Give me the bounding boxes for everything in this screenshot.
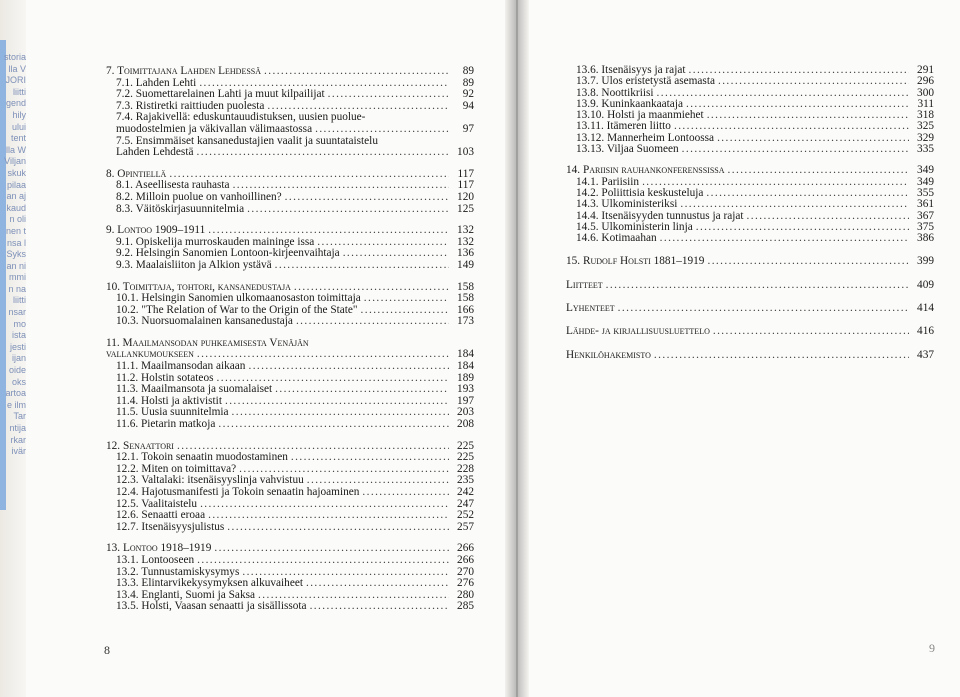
entry-label: Liitteet	[566, 278, 603, 291]
entry-page-number: 300	[917, 86, 934, 99]
entry-label: 7.3. Ristiretki raittiuden puolesta	[116, 99, 265, 112]
entry-page-number: 103	[457, 146, 474, 159]
entry-page-number: 120	[457, 190, 474, 203]
bleed-fragment: jesti	[9, 341, 26, 352]
entry-page-number: 94	[462, 99, 474, 112]
entry-label: 11.4. Holsti ja aktivistit	[116, 394, 222, 407]
entry-label: 12.3. Valtalaki: itsenäisyyslinja vahvistuu	[116, 474, 304, 487]
entry-page-number: 414	[917, 302, 934, 315]
entry-page-number: 318	[917, 109, 934, 122]
entry-page-number: 266	[457, 553, 474, 566]
toc-subentry	[106, 419, 474, 431]
entry-label: 11.3. Maailmansota ja suomalaiset	[116, 383, 273, 396]
entry-page-number: 270	[457, 565, 474, 578]
bleed-fragment: tent	[10, 133, 26, 144]
entry-label: 11.6. Pietarin matkoja	[116, 418, 216, 431]
dot-leader	[654, 350, 909, 361]
dot-leader	[686, 99, 909, 110]
toc-subentry	[106, 293, 474, 305]
bleed-fragment: pilaa	[6, 179, 26, 190]
section-gap	[566, 291, 934, 303]
entry-label: 15. Rudolf Holsti 1881–1919	[566, 255, 705, 268]
entry-page-number: 92	[462, 88, 474, 101]
right-page-number: 9	[929, 641, 935, 655]
entry-label: Lyhenteet	[566, 302, 615, 315]
entry-page-number: 285	[457, 600, 474, 613]
dot-leader	[208, 510, 449, 522]
entry-label: 8.2. Milloin puolue on vanhoillinen?	[116, 190, 282, 203]
entry-page-number: 325	[917, 120, 934, 133]
dot-leader	[713, 326, 909, 337]
bleed-fragment: n oli	[9, 214, 26, 225]
dot-leader	[343, 248, 449, 260]
toc-subentry	[106, 361, 474, 373]
bleed-fragment: lla V	[8, 63, 26, 74]
bleed-fragment: oks	[11, 376, 26, 387]
dot-leader	[214, 543, 449, 555]
bleed-fragment: lla W	[6, 144, 26, 155]
bleed-fragment: hily	[12, 109, 26, 120]
bleed-fragment: nsar	[8, 307, 26, 318]
dot-leader	[606, 280, 909, 291]
entry-page-number: 184	[457, 360, 474, 373]
entry-label: 10.2. "The Relation of War to the Origin of the State"	[116, 303, 358, 316]
entry-label: 7. Toimittajana Lahden Lehdessä	[106, 65, 262, 77]
entry-label: 12.2. Miten on toimittava?	[116, 462, 237, 475]
entry-page-number: 166	[457, 303, 474, 316]
entry-page-number: 189	[457, 371, 474, 384]
toc-subentry	[566, 76, 934, 87]
toc-subentry	[106, 124, 474, 136]
entry-page-number: 329	[917, 131, 934, 144]
entry-page-number: 228	[457, 462, 474, 475]
dot-leader	[232, 407, 449, 419]
entry-page-number: 117	[457, 167, 474, 180]
entry-page-number: 225	[457, 439, 474, 452]
toc-chapter-entry	[566, 165, 934, 176]
entry-label: 13.8. Noottikriisi	[576, 86, 654, 99]
entry-page-number: 252	[457, 509, 474, 522]
dot-leader	[225, 396, 449, 408]
bleed-fragment: an ni	[6, 260, 26, 271]
bleed-fragment: mo	[13, 318, 26, 329]
entry-label: 13.12. Mannerheim Lontoossa	[576, 131, 715, 144]
dot-leader	[275, 384, 449, 396]
bleed-fragment: e ilm	[6, 399, 26, 410]
entry-label: 14.5. Ulkoministerin linja	[576, 220, 693, 233]
toc-subentry	[106, 487, 474, 499]
dot-leader	[718, 76, 909, 87]
right-page-toc	[566, 65, 934, 361]
entry-label: 14.6. Kotimaahan	[576, 232, 657, 245]
dot-leader	[707, 110, 909, 121]
dot-leader	[362, 487, 449, 499]
entry-label: 10. Toimittaja, tohtori, kansanedustaja	[106, 280, 291, 293]
entry-page-number: 355	[917, 186, 934, 199]
bleed-fragment: ijan	[11, 353, 26, 364]
toc-subentry	[106, 601, 474, 613]
bleed-fragment: liitti	[13, 86, 26, 97]
bleed-fragment: oide	[8, 365, 26, 376]
bleed-fragment: Syks	[6, 249, 26, 260]
section-gap	[566, 268, 934, 280]
bleed-fragment: ului	[11, 121, 26, 132]
entry-label: 9. Lontoo 1909–1911	[106, 224, 206, 237]
bleed-text-fragments	[0, 52, 26, 458]
entry-page-number: 386	[917, 232, 934, 245]
entry-label: 13.1. Lontooseen	[116, 553, 195, 566]
entry-page-number: 437	[917, 348, 934, 361]
entry-label: 13.10. Holsti ja maanmiehet	[576, 109, 704, 122]
entry-label: Henkilöhakemisto	[566, 348, 651, 361]
dot-leader	[264, 66, 449, 78]
entry-page-number: 335	[917, 143, 934, 156]
book-gutter	[505, 0, 529, 697]
dot-leader	[291, 452, 449, 464]
entry-page-number: 291	[917, 64, 934, 76]
dot-leader	[706, 188, 909, 199]
entry-label: 13.11. Itämeren liitto	[576, 120, 671, 133]
entry-page-number: 367	[917, 209, 934, 222]
dot-leader	[218, 419, 449, 431]
entry-label: 12.7. Itsenäisyysjulistus	[116, 520, 225, 533]
entry-label: 13. Lontoo 1918–1919	[106, 542, 212, 555]
entry-label: 10.1. Helsingin Sanomien ulkomaanosaston toimittaja	[116, 292, 361, 305]
previous-page-bleed	[0, 0, 26, 697]
dot-leader	[707, 256, 909, 267]
left-page-toc	[106, 66, 474, 613]
entry-label: 9.2. Helsingin Sanomien Lontoon-kirjeenvaihtaja	[116, 247, 340, 260]
entry-label: vallankumoukseen	[106, 348, 194, 361]
entry-label: 11.5. Uusia suunnitelmia	[116, 406, 229, 419]
toc-subentry	[106, 204, 474, 216]
bleed-fragment: ivär	[11, 446, 26, 457]
entry-label: 11.1. Maailmansodan aikaan	[116, 360, 246, 373]
entry-page-number: 235	[457, 474, 474, 487]
entry-label: Lähde- ja kirjallisuusluettelo	[566, 325, 710, 338]
dot-leader	[275, 260, 449, 272]
entry-label: 8.3. Väitöskirjasuunnitelmia	[116, 202, 245, 215]
dot-leader	[696, 222, 909, 233]
entry-label: 13.3. Elintarvikekysymyksen alkuvaiheet	[116, 577, 303, 590]
entry-page-number: 399	[917, 255, 934, 268]
entry-page-number: 349	[917, 175, 934, 188]
entry-label: 8.1. Aseellisesta rauhasta	[116, 179, 230, 192]
toc-subentry	[106, 192, 474, 204]
entry-label: 14. Pariisin rauhankonferenssissa	[566, 164, 725, 177]
toc-subentry	[566, 233, 934, 244]
bleed-fragment: kaud	[6, 202, 26, 213]
dot-leader	[227, 522, 449, 534]
toc-subentry	[566, 144, 934, 155]
toc-subentry	[106, 578, 474, 590]
dot-leader	[328, 89, 449, 101]
entry-label-line: 7.4. Rajakivellä: eduskuntauudistuksen, uusien puolue-	[116, 111, 366, 124]
dot-leader	[200, 499, 449, 511]
bleed-fragment: liitti	[13, 295, 26, 306]
toc-chapter-entry	[566, 256, 934, 267]
entry-label: 14.4. Itsenäisyyden tunnustus ja rajat	[576, 209, 744, 222]
bleed-fragment: storia	[3, 52, 26, 62]
entry-page-number: 257	[457, 520, 474, 533]
entry-label: muodostelmien ja väkivallan välimaastossa	[116, 122, 313, 135]
entry-page-number: 349	[917, 164, 934, 177]
dot-leader	[247, 204, 449, 216]
dot-leader	[315, 124, 449, 136]
toc-subentry	[566, 199, 934, 210]
entry-page-number: 158	[457, 280, 474, 293]
bleed-fragment: nen t	[5, 225, 26, 236]
entry-label: 7.1. Lahden Lehti	[116, 76, 197, 89]
entry-page-number: 125	[457, 202, 474, 215]
entry-label: 13.13. Viljaa Suomeen	[576, 143, 679, 156]
entry-page-number: 173	[457, 315, 474, 328]
toc-chapter-entry	[106, 225, 474, 237]
entry-page-number: 276	[457, 577, 474, 590]
entry-page-number: 117	[457, 179, 474, 192]
toc-chapter-entry	[566, 326, 934, 337]
bleed-fragment: nsa l	[6, 237, 26, 248]
entry-label: 13.4. Englanti, Suomi ja Saksa	[116, 588, 256, 601]
entry-label: 13.5. Holsti, Vaasan senaatti ja sisällissota	[116, 600, 307, 613]
dot-leader	[728, 165, 909, 176]
bleed-fragment: gend	[5, 98, 26, 109]
entry-page-number: 296	[917, 75, 934, 88]
entry-page-number: 311	[917, 97, 934, 110]
toc-chapter-entry	[566, 350, 934, 361]
dot-leader	[680, 199, 909, 210]
bleed-fragment: an aj	[6, 191, 26, 202]
toc-subentry	[106, 522, 474, 534]
dot-leader	[689, 65, 910, 76]
dot-leader	[361, 305, 449, 317]
toc-subentry	[106, 260, 474, 272]
entry-label: 8. Opintiellä	[106, 167, 167, 180]
bleed-fragment: mmi	[9, 272, 26, 283]
toc-chapter-entry	[566, 280, 934, 291]
entry-label: 12. Senaattori	[106, 439, 174, 452]
entry-page-number: 89	[462, 65, 474, 77]
dot-leader	[285, 192, 449, 204]
toc-subentry	[106, 555, 474, 567]
dot-leader	[660, 233, 909, 244]
dot-leader	[618, 303, 909, 314]
bleed-fragment: rkar	[10, 434, 26, 445]
dot-leader	[717, 133, 909, 144]
entry-page-number: 375	[917, 220, 934, 233]
entry-page-number: 158	[457, 292, 474, 305]
entry-label: 11.2. Holstin sotateos	[116, 371, 214, 384]
entry-label: 12.1. Tokoin senaatin muodostaminen	[116, 451, 288, 464]
entry-label: 10.3. Nuorsuomalainen kansanedustaja	[116, 315, 293, 328]
entry-label: 13.2. Tunnustamiskysymys	[116, 565, 240, 578]
entry-label: 13.9. Kuninkaankaataja	[576, 97, 683, 110]
dot-leader	[196, 147, 449, 159]
entry-page-number: 247	[457, 497, 474, 510]
dot-leader	[364, 293, 449, 305]
entry-page-number: 416	[917, 325, 934, 338]
entry-page-number: 136	[457, 247, 474, 260]
entry-label: 13.6. Itsenäisyys ja rajat	[576, 64, 686, 76]
toc-subentry	[106, 147, 474, 159]
dot-leader	[248, 361, 449, 373]
bleed-fragment: ista	[11, 330, 26, 341]
bleed-fragment: JORI	[5, 75, 26, 86]
left-page-number: 8	[104, 643, 110, 657]
entry-page-number: 149	[457, 258, 474, 271]
entry-label: 9.3. Maalaisliiton ja Alkion ystävä	[116, 258, 272, 271]
entry-label: 14.1. Pariisiin	[576, 175, 640, 188]
dot-leader	[682, 144, 909, 155]
dot-leader	[208, 225, 449, 237]
entry-page-number: 132	[457, 224, 474, 237]
toc-chapter-entry	[106, 66, 474, 78]
entry-page-number: 203	[457, 406, 474, 419]
bleed-fragment: n na	[8, 283, 26, 294]
entry-label: 14.2. Poliittisia keskusteluja	[576, 186, 704, 199]
dot-leader	[296, 316, 449, 328]
entry-label: 12.6. Senaatti eroaa	[116, 509, 206, 522]
entry-label: Lahden Lehdestä	[116, 146, 194, 159]
entry-label: 14.3. Ulkoministeriksi	[576, 198, 678, 211]
entry-page-number: 193	[457, 383, 474, 396]
bleed-fragment: skuk	[7, 167, 26, 178]
entry-label: 7.2. Suomettarelainen Lahti ja muut kilpailijat	[116, 88, 325, 101]
dot-leader	[747, 211, 909, 222]
entry-page-number: 184	[457, 348, 474, 361]
entry-page-number: 132	[457, 235, 474, 248]
entry-label: 13.7. Ulos eristetystä asemasta	[576, 75, 715, 88]
entry-page-number: 89	[462, 76, 474, 89]
section-gap	[106, 272, 474, 282]
toc-subentry	[106, 316, 474, 328]
entry-label: 9.1. Opiskelija murroskauden maininge issa	[116, 235, 315, 248]
dot-leader	[310, 601, 449, 613]
bleed-fragment: Tar	[13, 411, 26, 422]
entry-page-number: 361	[917, 198, 934, 211]
section-gap	[566, 338, 934, 350]
bleed-fragment: artoa	[5, 388, 26, 399]
entry-page-number: 280	[457, 588, 474, 601]
toc-chapter-entry	[566, 303, 934, 314]
entry-label-line: 7.5. Ensimmäiset kansanedustajien vaalit ja suuntataistelu	[116, 134, 378, 147]
entry-page-number: 242	[457, 486, 474, 498]
entry-label: 12.4. Hajotusmanifesti ja Tokoin senaatin hajoaminen	[116, 486, 360, 498]
dot-leader	[306, 578, 449, 590]
entry-page-number: 97	[462, 122, 474, 135]
entry-page-number: 225	[457, 451, 474, 464]
bleed-fragment: Viljan	[4, 156, 26, 167]
entry-page-number: 197	[457, 394, 474, 407]
entry-page-number: 409	[917, 278, 934, 291]
bleed-fragment: ntija	[9, 423, 26, 433]
entry-page-number: 266	[457, 542, 474, 555]
entry-page-number: 208	[457, 418, 474, 431]
entry-label: 12.5. Vaalitaistelu	[116, 497, 198, 510]
dot-leader	[657, 88, 909, 99]
entry-label-line: 11. Maailmansodan puhkeamisesta Venäjän	[106, 336, 309, 349]
dot-leader	[197, 555, 449, 567]
